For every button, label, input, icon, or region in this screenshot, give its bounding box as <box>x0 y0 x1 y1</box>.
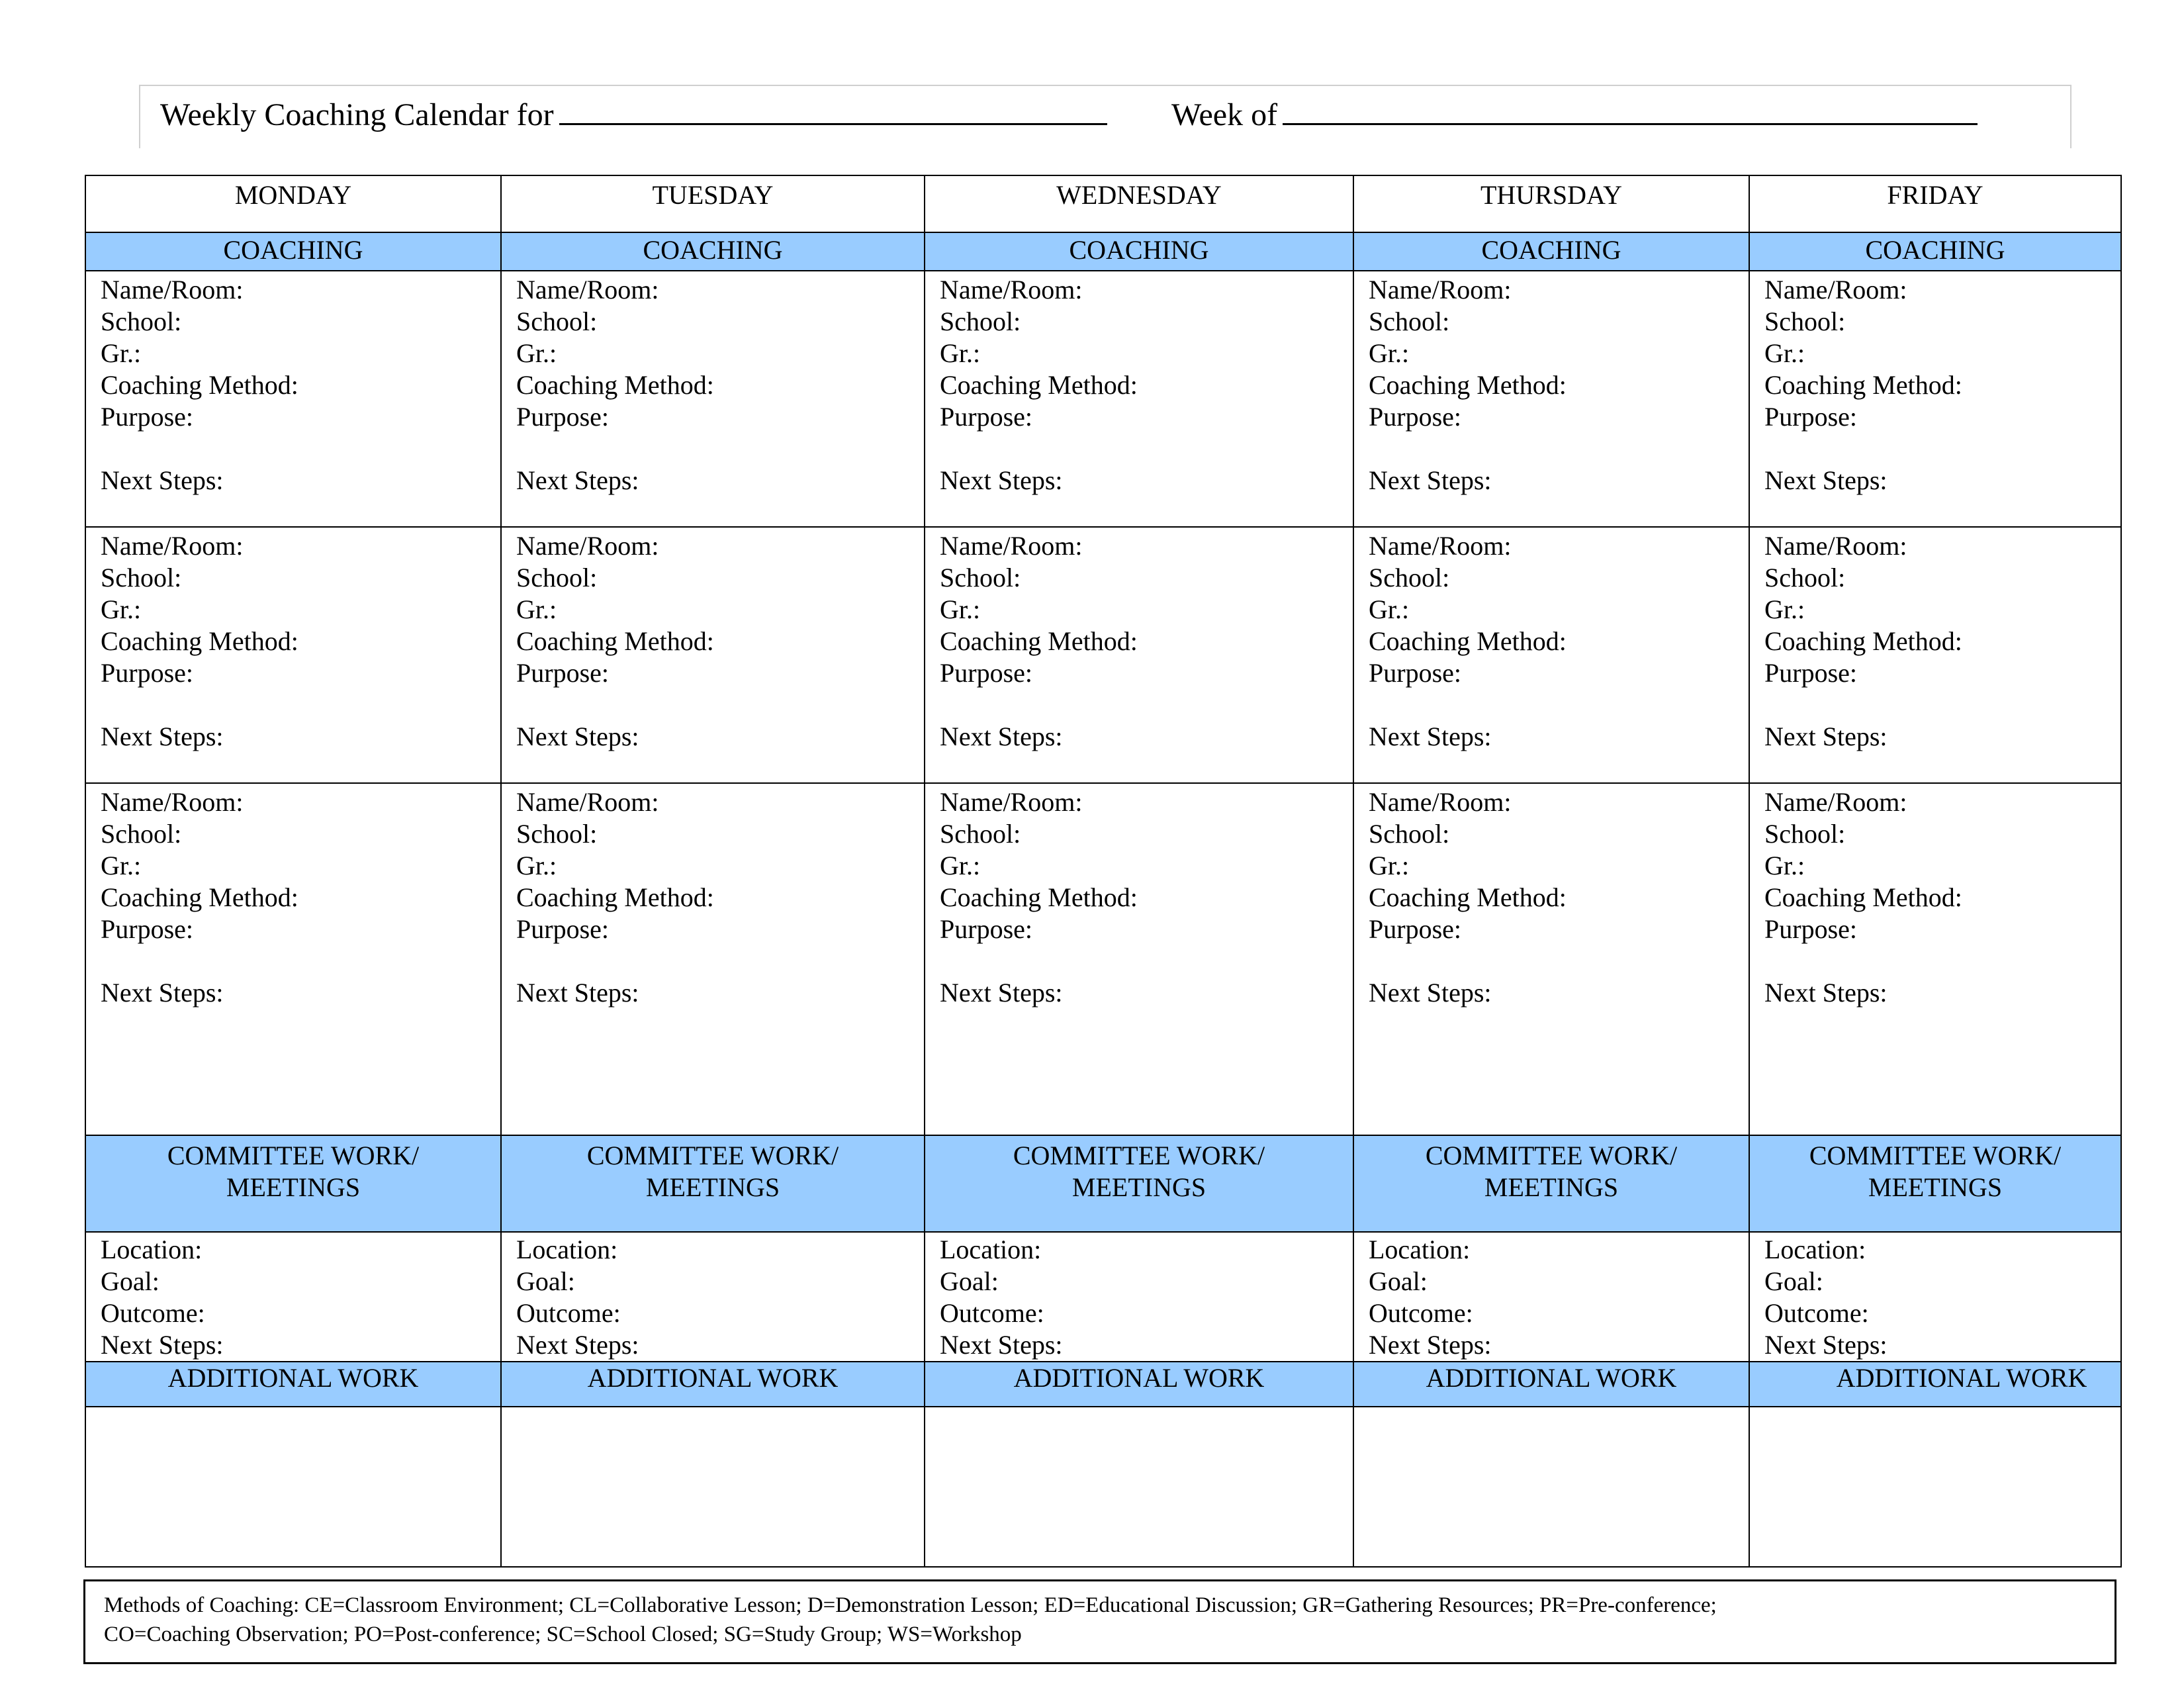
grade-label: Gr.: <box>1369 594 1410 624</box>
school-label: School: <box>1764 306 1846 336</box>
school-label: School: <box>101 819 182 849</box>
additional-work-cell[interactable] <box>925 1407 1353 1567</box>
name-room-label: Name/Room: <box>1369 275 1512 305</box>
purpose-label: Purpose: <box>940 658 1032 688</box>
school-label: School: <box>1369 819 1450 849</box>
name-room-label: Name/Room: <box>101 787 244 817</box>
coaching-entry-1-row <box>85 271 2121 527</box>
committee-header-row <box>85 1135 2121 1232</box>
spacer <box>1369 433 1734 465</box>
committee-header-line-2: MEETINGS <box>1868 1172 2003 1202</box>
name-room-label: Name/Room: <box>516 531 659 561</box>
coaching-method-label: Coaching Method: <box>1764 626 1962 656</box>
school-label: School: <box>516 306 598 336</box>
next-steps-label: Next Steps: <box>1764 978 1888 1008</box>
school-label: School: <box>1764 819 1846 849</box>
coaching-entry-cell[interactable] <box>85 527 501 783</box>
committee-header-line-1: COMMITTEE WORK/ <box>167 1141 420 1170</box>
grade-label: Gr.: <box>1369 338 1410 368</box>
coaching-entry-3-row <box>85 783 2121 1135</box>
committee-header-line-2: MEETINGS <box>1484 1172 1619 1202</box>
coaching-method-label: Coaching Method: <box>101 882 298 912</box>
legend-line-1: Methods of Coaching: CE=Classroom Environment; CL=Collaborative Lesson; D=Demonstration Lesson; ED=Educational Discussion; GR=Gathering Resources; PR=Pre-conference; <box>104 1593 1717 1617</box>
committee-header-line-2: MEETINGS <box>645 1172 780 1202</box>
school-label: School: <box>101 563 182 592</box>
school-label: School: <box>940 819 1021 849</box>
location-label: Location: <box>940 1235 1042 1264</box>
next-steps-label: Next Steps: <box>940 722 1063 751</box>
goal-label: Goal: <box>516 1266 575 1296</box>
purpose-label: Purpose: <box>101 658 193 688</box>
spacer <box>1764 689 2106 721</box>
coaching-header: COACHING <box>85 232 501 271</box>
meeting-entry-cell[interactable] <box>1353 1232 1749 1362</box>
calendar-title-label: Weekly Coaching Calendar for <box>160 97 554 132</box>
outcome-label: Outcome: <box>1369 1298 1473 1328</box>
purpose-label: Purpose: <box>101 402 193 432</box>
school-label: School: <box>940 306 1021 336</box>
outcome-label: Outcome: <box>101 1298 205 1328</box>
purpose-label: Purpose: <box>940 402 1032 432</box>
meeting-next-steps-label: Next Steps: <box>516 1330 639 1360</box>
calendar-title <box>160 93 1107 135</box>
additional-work-cell[interactable] <box>1353 1407 1749 1567</box>
spacer <box>101 433 486 465</box>
week-of-label: Week of <box>1171 97 1278 132</box>
grade-label: Gr.: <box>101 338 142 368</box>
grade-label: Gr.: <box>940 338 981 368</box>
next-steps-label: Next Steps: <box>1369 978 1492 1008</box>
name-room-label: Name/Room: <box>1764 531 1907 561</box>
purpose-label: Purpose: <box>940 914 1032 944</box>
committee-header-line-1: COMMITTEE WORK/ <box>1013 1141 1265 1170</box>
additional-body-row <box>85 1407 2121 1567</box>
coaching-entry-cell[interactable] <box>1749 527 2121 783</box>
committee-header-line-1: COMMITTEE WORK/ <box>586 1141 839 1170</box>
spacer <box>101 689 486 721</box>
day-header-friday: FRIDAY <box>1749 175 2121 232</box>
grade-label: Gr.: <box>1369 851 1410 880</box>
purpose-label: Purpose: <box>1369 658 1461 688</box>
additional-work-header: ADDITIONAL WORK <box>1353 1362 1749 1407</box>
coaching-method-label: Coaching Method: <box>516 626 714 656</box>
spacer <box>1369 945 1734 977</box>
spacer <box>1764 433 2106 465</box>
next-steps-label: Next Steps: <box>1369 465 1492 495</box>
additional-work-header: ADDITIONAL WORK <box>925 1362 1353 1407</box>
meeting-entry-cell[interactable] <box>925 1232 1353 1362</box>
legend-line-2: CO=Coaching Observation; PO=Post-conference; SC=School Closed; SG=Study Group; WS=Workshop <box>104 1622 1022 1646</box>
outcome-label: Outcome: <box>516 1298 621 1328</box>
coaching-entry-cell[interactable] <box>501 527 925 783</box>
next-steps-label: Next Steps: <box>1369 722 1492 751</box>
committee-header-line-1: COMMITTEE WORK/ <box>1425 1141 1678 1170</box>
next-steps-label: Next Steps: <box>1764 722 1888 751</box>
additional-work-cell[interactable] <box>85 1407 501 1567</box>
committee-meetings-header <box>925 1135 1353 1232</box>
additional-work-cell[interactable] <box>1749 1407 2121 1567</box>
location-label: Location: <box>516 1235 618 1264</box>
purpose-label: Purpose: <box>101 914 193 944</box>
location-label: Location: <box>1369 1235 1471 1264</box>
purpose-label: Purpose: <box>516 402 609 432</box>
coaching-method-label: Coaching Method: <box>516 882 714 912</box>
name-room-label: Name/Room: <box>516 787 659 817</box>
coaching-entry-cell[interactable] <box>1749 271 2121 527</box>
goal-label: Goal: <box>940 1266 999 1296</box>
school-label: School: <box>516 819 598 849</box>
name-room-label: Name/Room: <box>940 531 1083 561</box>
meeting-entry-row <box>85 1232 2121 1362</box>
coaching-entry-cell[interactable] <box>925 783 1353 1135</box>
grade-label: Gr.: <box>1764 851 1805 880</box>
coaching-entry-2-row <box>85 527 2121 783</box>
coaching-entry-cell[interactable] <box>925 527 1353 783</box>
coaching-method-label: Coaching Method: <box>940 626 1138 656</box>
grade-label: Gr.: <box>940 594 981 624</box>
committee-header-line-1: COMMITTEE WORK/ <box>1809 1141 2062 1170</box>
day-header-row <box>85 175 2121 232</box>
coaching-method-label: Coaching Method: <box>1764 882 1962 912</box>
spacer <box>516 433 909 465</box>
meeting-entry-cell[interactable] <box>85 1232 501 1362</box>
grade-label: Gr.: <box>101 851 142 880</box>
coaching-header: COACHING <box>925 232 1353 271</box>
coaching-method-label: Coaching Method: <box>940 370 1138 400</box>
coaching-entry-cell[interactable] <box>85 783 501 1135</box>
purpose-label: Purpose: <box>516 658 609 688</box>
next-steps-label: Next Steps: <box>940 978 1063 1008</box>
spacer <box>1369 689 1734 721</box>
coaching-calendar-table <box>85 175 2122 1568</box>
grade-label: Gr.: <box>101 594 142 624</box>
committee-meetings-header <box>1749 1135 2121 1232</box>
name-room-label: Name/Room: <box>101 531 244 561</box>
school-label: School: <box>1369 306 1450 336</box>
name-room-label: Name/Room: <box>101 275 244 305</box>
coaching-method-label: Coaching Method: <box>1764 370 1962 400</box>
coaching-header: COACHING <box>1749 232 2121 271</box>
grade-label: Gr.: <box>516 338 557 368</box>
next-steps-label: Next Steps: <box>516 978 639 1008</box>
day-header-wednesday: WEDNESDAY <box>925 175 1353 232</box>
meeting-next-steps-label: Next Steps: <box>101 1330 224 1360</box>
coaching-entry-cell[interactable] <box>1353 783 1749 1135</box>
day-header-thursday: THURSDAY <box>1353 175 1749 232</box>
week-of <box>1171 93 1978 135</box>
next-steps-label: Next Steps: <box>516 465 639 495</box>
purpose-label: Purpose: <box>1369 914 1461 944</box>
school-label: School: <box>1764 563 1846 592</box>
coaching-method-label: Coaching Method: <box>101 370 298 400</box>
spacer <box>516 689 909 721</box>
next-steps-label: Next Steps: <box>101 722 224 751</box>
coaching-entry-cell[interactable] <box>1353 527 1749 783</box>
committee-meetings-header <box>85 1135 501 1232</box>
spacer <box>516 945 909 977</box>
committee-header-line-2: MEETINGS <box>226 1172 361 1202</box>
committee-meetings-header <box>501 1135 925 1232</box>
next-steps-label: Next Steps: <box>101 978 224 1008</box>
day-header-monday: MONDAY <box>85 175 501 232</box>
school-label: School: <box>940 563 1021 592</box>
location-label: Location: <box>101 1235 203 1264</box>
additional-work-cell[interactable] <box>501 1407 925 1567</box>
school-label: School: <box>516 563 598 592</box>
name-room-label: Name/Room: <box>940 787 1083 817</box>
day-header-tuesday: TUESDAY <box>501 175 925 232</box>
name-room-label: Name/Room: <box>1369 531 1512 561</box>
name-room-label: Name/Room: <box>1369 787 1512 817</box>
next-steps-label: Next Steps: <box>516 722 639 751</box>
meeting-next-steps-label: Next Steps: <box>940 1330 1063 1360</box>
coaching-header: COACHING <box>1353 232 1749 271</box>
additional-header-row <box>85 1362 2121 1407</box>
outcome-label: Outcome: <box>1764 1298 1869 1328</box>
purpose-label: Purpose: <box>1764 402 1857 432</box>
next-steps-label: Next Steps: <box>940 465 1063 495</box>
name-room-label: Name/Room: <box>940 275 1083 305</box>
name-room-label: Name/Room: <box>1764 787 1907 817</box>
meeting-entry-cell[interactable] <box>501 1232 925 1362</box>
committee-header-line-2: MEETINGS <box>1071 1172 1206 1202</box>
location-label: Location: <box>1764 1235 1866 1264</box>
spacer <box>940 689 1338 721</box>
purpose-label: Purpose: <box>516 914 609 944</box>
coaching-method-label: Coaching Method: <box>1369 370 1567 400</box>
goal-label: Goal: <box>1369 1266 1428 1296</box>
coaching-methods-legend <box>83 1579 2116 1664</box>
coaching-entry-cell[interactable] <box>1353 271 1749 527</box>
coaching-header-row <box>85 232 2121 271</box>
coaching-method-label: Coaching Method: <box>516 370 714 400</box>
name-room-label: Name/Room: <box>516 275 659 305</box>
next-steps-label: Next Steps: <box>1764 465 1888 495</box>
goal-label: Goal: <box>1764 1266 1823 1296</box>
school-label: School: <box>1369 563 1450 592</box>
spacer <box>940 945 1338 977</box>
next-steps-label: Next Steps: <box>101 465 224 495</box>
coaching-method-label: Coaching Method: <box>1369 882 1567 912</box>
spacer <box>101 945 486 977</box>
additional-work-header: ADDITIONAL WORK <box>501 1362 925 1407</box>
grade-label: Gr.: <box>516 851 557 880</box>
coaching-entry-cell[interactable] <box>1749 783 2121 1135</box>
week-of-field[interactable] <box>1283 93 1978 125</box>
coaching-entry-cell[interactable] <box>501 271 925 527</box>
committee-meetings-header <box>1353 1135 1749 1232</box>
school-label: School: <box>101 306 182 336</box>
spacer <box>1764 945 2106 977</box>
spacer <box>940 433 1338 465</box>
purpose-label: Purpose: <box>1764 914 1857 944</box>
purpose-label: Purpose: <box>1369 402 1461 432</box>
purpose-label: Purpose: <box>1764 658 1857 688</box>
additional-work-header: ADDITIONAL WORK <box>1749 1362 2121 1407</box>
name-room-label: Name/Room: <box>1764 275 1907 305</box>
grade-label: Gr.: <box>516 594 557 624</box>
grade-label: Gr.: <box>1764 338 1805 368</box>
grade-label: Gr.: <box>940 851 981 880</box>
coaching-method-label: Coaching Method: <box>101 626 298 656</box>
coaching-entry-cell[interactable] <box>85 271 501 527</box>
grade-label: Gr.: <box>1764 594 1805 624</box>
meeting-next-steps-label: Next Steps: <box>1764 1330 1888 1360</box>
coaching-header: COACHING <box>501 232 925 271</box>
goal-label: Goal: <box>101 1266 159 1296</box>
coaching-entry-cell[interactable] <box>925 271 1353 527</box>
meeting-next-steps-label: Next Steps: <box>1369 1330 1492 1360</box>
meeting-entry-cell[interactable] <box>1749 1232 2121 1362</box>
coach-name-field[interactable] <box>559 93 1107 125</box>
coaching-method-label: Coaching Method: <box>940 882 1138 912</box>
coaching-method-label: Coaching Method: <box>1369 626 1567 656</box>
additional-work-header: ADDITIONAL WORK <box>85 1362 501 1407</box>
coaching-entry-cell[interactable] <box>501 783 925 1135</box>
outcome-label: Outcome: <box>940 1298 1044 1328</box>
